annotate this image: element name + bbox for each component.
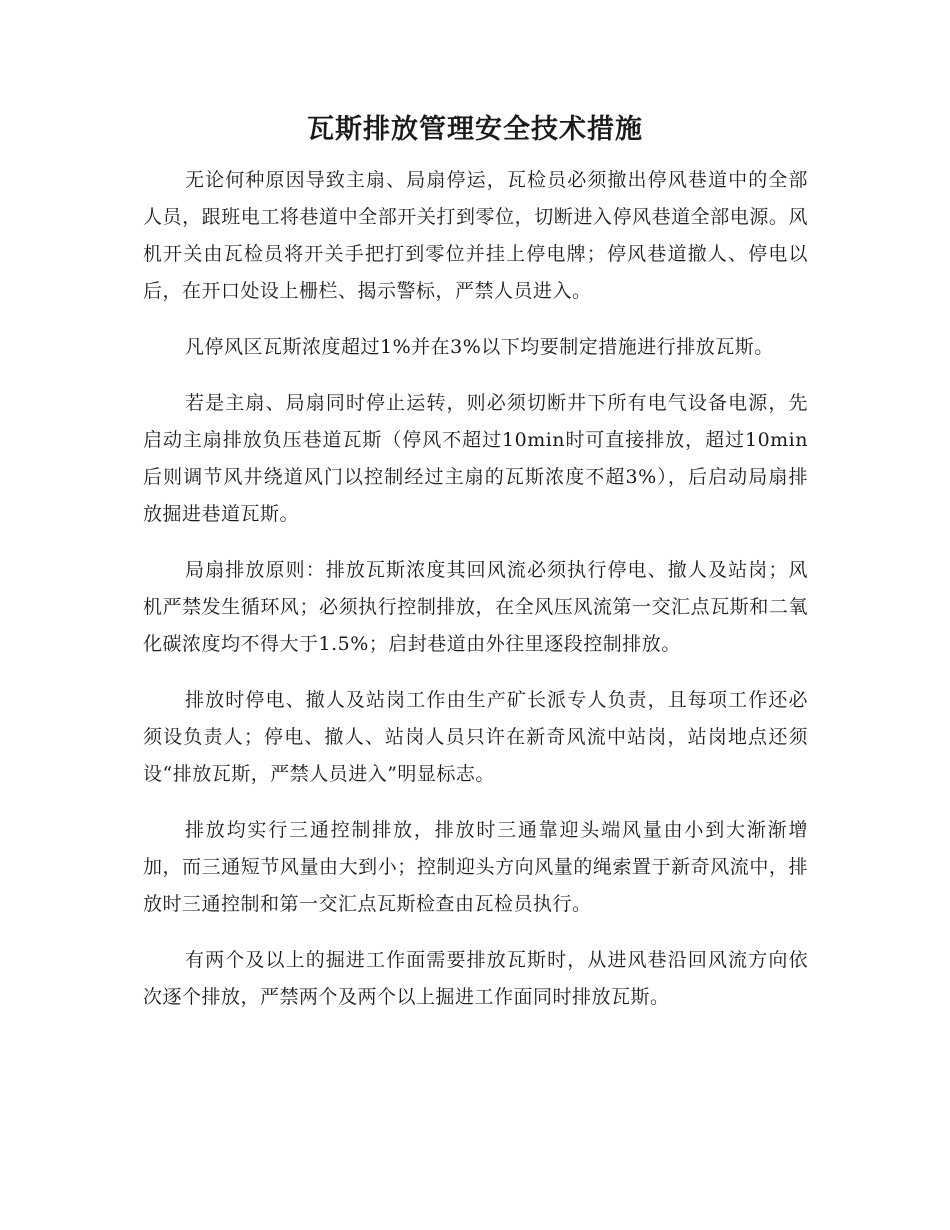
paragraph: 局扇排放原则：排放瓦斯浓度其回风流必须执行停电、撤人及站岗；风机严禁发生循环风；必须执行控制排放，在全风压风流第一交汇点瓦斯和二氧化碳浓度均不得大于1.5%；启封巷道由外往里逐段控制排放。 xyxy=(143,559,808,655)
paragraph: 无论何种原因导致主扇、局扇停运，瓦检员必须撤出停风巷道中的全部人员，跟班电工将巷道中全部开关打到零位，切断进入停风巷道全部电源。风机开关由瓦检员将开关手把打到零位并挂上停电牌；停风巷道撤人、停电以后，在开口处设上栅栏、揭示警标，严禁人员进入。 xyxy=(143,169,808,302)
paragraph: 凡停风区瓦斯浓度超过1%并在3%以下均要制定措施进行排放瓦斯。 xyxy=(185,336,774,358)
document-title: 瓦斯排放管理安全技术措施 xyxy=(307,114,643,145)
paragraph: 若是主扇、局扇同时停止运转，则必须切断井下所有电气设备电源，先启动主扇排放负压巷道瓦斯（停风不超过10min时可直接排放，超过10min后则调节风井绕道风门以控制经过主扇的瓦斯浓度不超3%），后启动局扇排放掘进巷道瓦斯。 xyxy=(143,392,808,525)
paragraph: 排放时停电、撤人及站岗工作由生产矿长派专人负责，且每项工作还必须设负责人；停电、撤人、站岗人员只许在新奇风流中站岗，站岗地点还须设“排放瓦斯，严禁人员进入”明显标志。 xyxy=(143,689,808,785)
document-body xyxy=(143,162,808,1035)
paragraph: 有两个及以上的掘进工作面需要排放瓦斯时，从进风巷沿回风流方向依次逐个排放，严禁两个及两个以上掘进工作面同时排放瓦斯。 xyxy=(143,949,808,1008)
paragraph: 排放均实行三通控制排放，排放时三通靠迎头端风量由小到大渐渐增加，而三通短节风量由大到小；控制迎头方向风量的绳索置于新奇风流中，排放时三通控制和第一交汇点瓦斯检查由瓦检员执行。 xyxy=(143,819,808,915)
